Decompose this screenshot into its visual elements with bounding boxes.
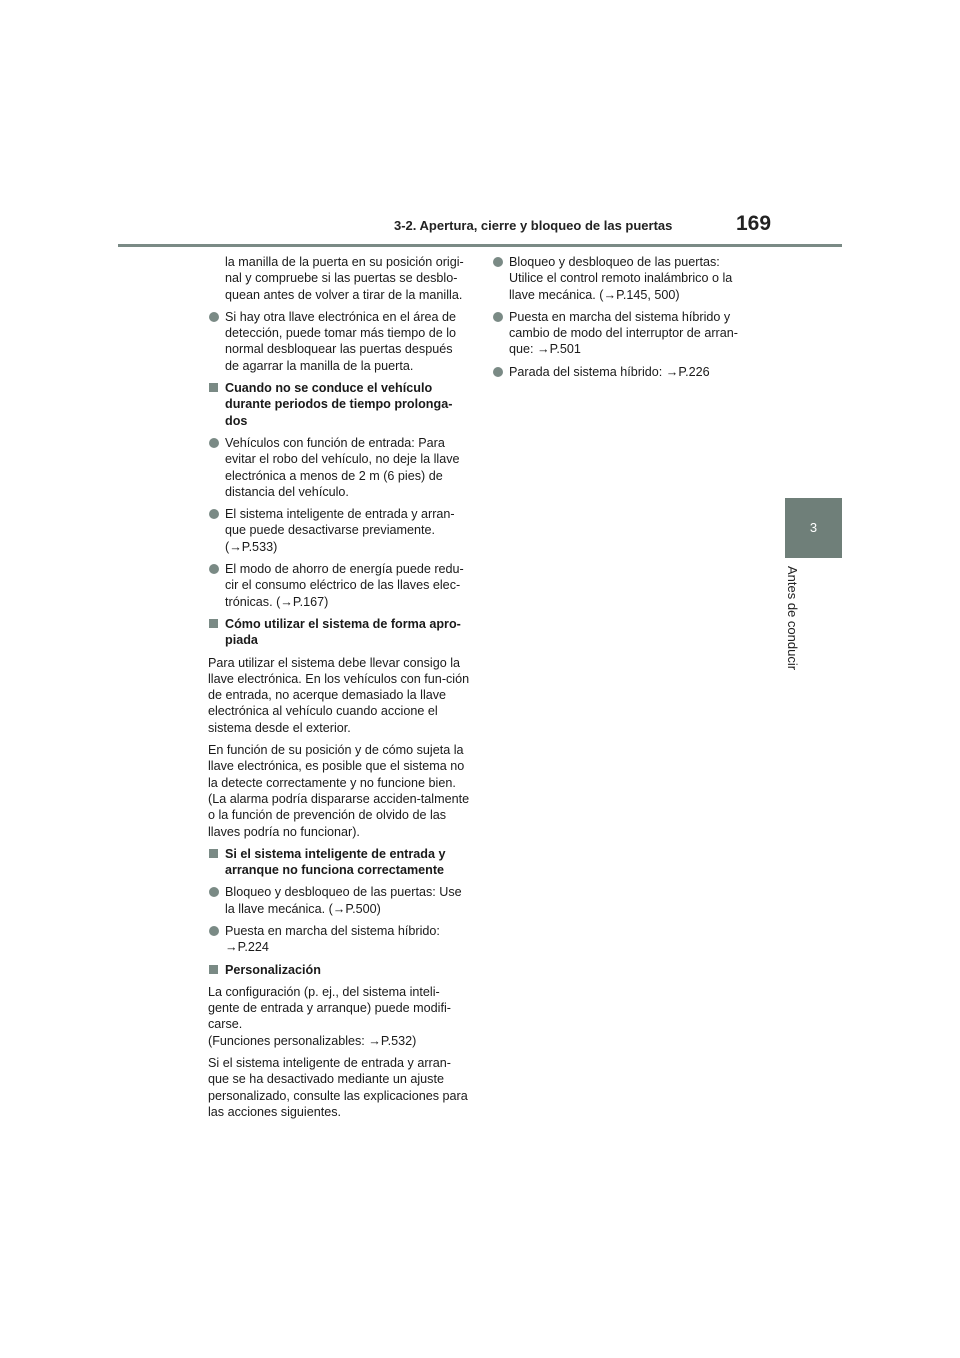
- paragraph: Si el sistema inteligente de entrada y arran-que se ha desactivado mediante un ajuste personalizado, consulte las explicaciones para las acciones siguientes.: [208, 1056, 468, 1119]
- bullet-item: Parada del sistema híbrido: →P.226: [492, 364, 752, 380]
- bullet-item: Vehículos con función de entrada: Para evitar el robo del vehículo, no deje la llave electrónica a menos de 2 m (6 pies) de distancia del vehículo.: [208, 435, 470, 500]
- paragraph: La configuración (p. ej., del sistema inteli-gente de entrada y arranque) puede modifi-carse.: [208, 984, 451, 1032]
- bullet-item: El modo de ahorro de energía puede redu-cir el consumo eléctrico de las llaves elec-trónicas. (→P.167): [208, 561, 470, 610]
- chapter-label-wrap: [785, 566, 904, 671]
- right-column: [492, 254, 752, 386]
- bullet-item: Bloqueo y desbloqueo de las puertas: Utilice el control remoto inalámbrico o la llave mecánica. (→P.145, 500): [492, 254, 752, 303]
- section-title: 3-2. Apertura, cierre y bloqueo de las puertas: [394, 218, 673, 233]
- page-number: 169: [736, 212, 772, 235]
- paragraph: (Funciones personalizables: →P.532): [208, 1033, 417, 1048]
- chapter-number: 3: [809, 520, 818, 535]
- section-heading: Personalización: [208, 962, 470, 978]
- bullet-item: Puesta en marcha del sistema híbrido y cambio de modo del interruptor de arran-que: →P.501: [492, 309, 752, 358]
- section-heading: Cómo utilizar el sistema de forma apro-piada: [208, 616, 470, 649]
- paragraph: Para utilizar el sistema debe llevar consigo la llave electrónica. En los vehículos con fun-ción de entrada, no acerque demasiado la llave electrónica al vehículo cuando accione el sistema desde el exterior.: [208, 655, 470, 735]
- bullet-item: Bloqueo y desbloqueo de las puertas: Use la llave mecánica. (→P.500): [208, 884, 470, 917]
- chapter-tab: [785, 498, 842, 558]
- header-rule: [118, 244, 842, 247]
- section-heading: Si el sistema inteligente de entrada y arranque no funciona correctamente: [208, 846, 470, 879]
- chapter-label: Antes de conducir: [785, 566, 800, 671]
- left-column: [208, 254, 470, 1126]
- bullet-item: Puesta en marcha del sistema híbrido: →P.224: [208, 923, 470, 956]
- bullet-item: Si hay otra llave electrónica en el área de detección, puede tomar más tiempo de lo normal desbloquear las puertas después de agarrar la manilla de la puerta.: [208, 309, 470, 374]
- bullet-item: El sistema inteligente de entrada y arran-que puede desactivarse previamente. (→P.533): [208, 506, 470, 555]
- paragraph: En función de su posición y de cómo sujeta la llave electrónica, es posible que el sistema no la detecte correctamente y no funcione bien. (La alarma podría dispararse acciden-talmente o la función de prevención de olvido de las llaves podría no funcionar).: [208, 743, 470, 839]
- continued-paragraph: la manilla de la puerta en su posición origi-nal y compruebe si las puertas se desblo-quean antes de volver a tirar de la manilla.: [225, 255, 464, 302]
- section-heading: Cuando no se conduce el vehículo durante periodos de tiempo prolonga-dos: [208, 380, 470, 429]
